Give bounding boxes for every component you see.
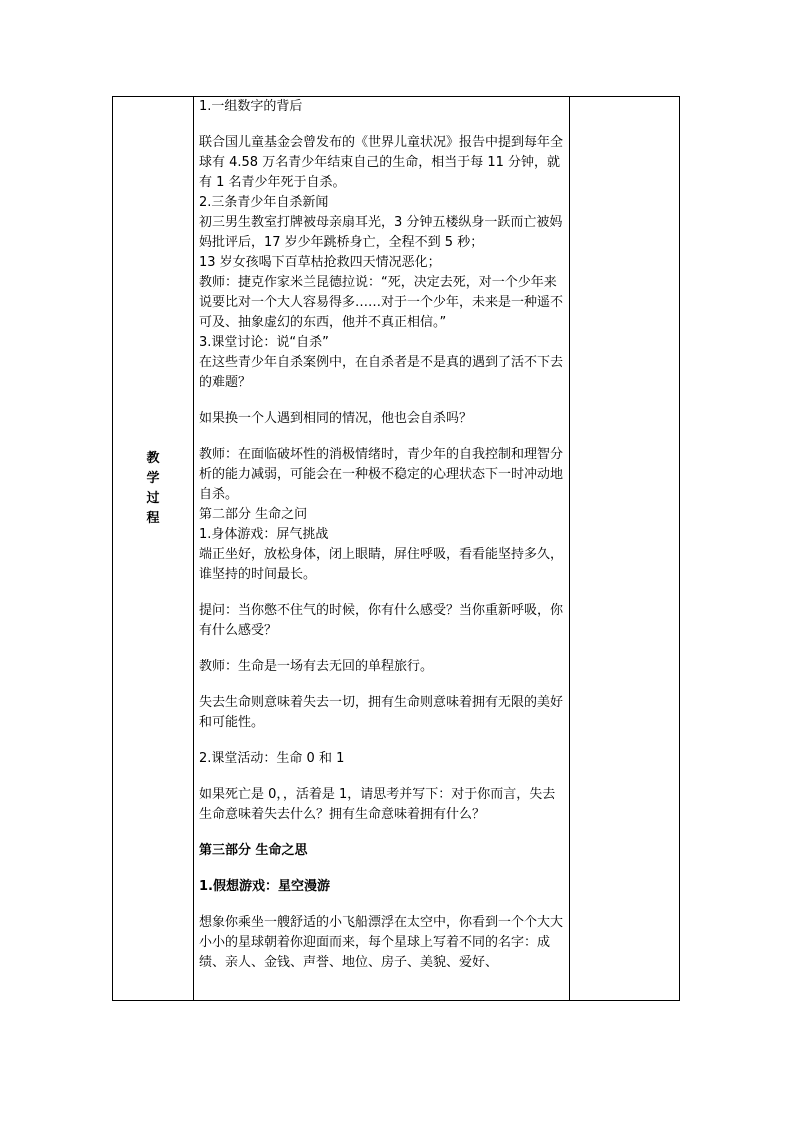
heading-breath-game: 1.身体游戏：屏气挑战 <box>199 527 329 542</box>
heading-part-three: 第三部分 生命之思 <box>199 843 308 858</box>
column-divider-right <box>569 97 570 1000</box>
heading-star-game: 1.假想游戏：星空漫游 <box>199 879 330 894</box>
heading-news: 2.三条青少年自杀新闻 <box>199 195 329 210</box>
paragraph-breath-question: 提问：当你憋不住气的时候，你有什么感受？当你重新呼吸，你有什么感受？ <box>199 603 563 638</box>
paragraph-teacher-life: 教师：生命是一场有去无回的单程旅行。 <box>199 659 434 674</box>
section-label-char: 程 <box>146 511 160 526</box>
paragraph-teacher-summary: 教师：在面临破坏性的消极情绪时，青少年的自我控制和理智分析的能力减弱，可能会在一种极不稳定的心理状态下一时冲动地自杀。 <box>199 447 563 502</box>
paragraph-question-1: 在这些青少年自杀案例中，在自杀者是不是真的遇到了活不下去的难题？ <box>199 355 563 390</box>
paragraph-unicef-report: 联合国儿童基金会曾发布的《世界儿童状况》报告中提到每年全球有 4.58 万名青少年结束自己的生命，相当于每 11 分钟，就有 1 名青少年死于自杀。 <box>199 135 563 190</box>
paragraph-lose-life: 失去生命则意味着失去一切，拥有生命则意味着拥有无限的美好和可能性。 <box>199 695 563 730</box>
heading-part-two: 第二部分 生命之问 <box>199 507 308 522</box>
section-label-char: 教 <box>146 451 160 466</box>
paragraph-news-2: 13 岁女孩喝下百草枯抢救四天情况恶化； <box>199 255 441 270</box>
lesson-content <box>199 97 563 1000</box>
paragraph-teacher-quote: 教师：捷克作家米兰昆德拉说：“死，决定去死，对一个少年来说要比对一个大人容易得多……对于一个少年，未来是一种遥不可及、抽象虚幻的东西，他并不真正相信。” <box>199 275 563 330</box>
section-label-char: 学 <box>146 471 160 486</box>
paragraph-question-2: 如果换一个人遇到相同的情况，他也会自杀吗？ <box>199 411 473 426</box>
paragraph-breath-instructions: 端正坐好，放松身体，闭上眼睛，屏住呼吸，看看能坚持多久，谁坚持的时间最长。 <box>199 547 563 582</box>
heading-numbers: 1.一组数字的背后 <box>199 99 303 114</box>
paragraph-zero-one-question: 如果死亡是 0，，活着是 1，请思考并写下：对于你而言，失去生命意味着失去什么？拥有生命意味着拥有什么？ <box>199 787 556 822</box>
paragraph-news-1: 初三男生教室打牌被母亲扇耳光，3 分钟五楼纵身一跃而亡被妈妈批评后，17 岁少年跳桥身亡，全程不到 5 秒； <box>199 215 563 250</box>
heading-life-zero-one: 2.课堂活动：生命 0 和 1 <box>199 751 345 766</box>
heading-discussion: 3.课堂讨论：说“自杀” <box>199 335 329 350</box>
section-label-teaching-process <box>113 449 193 529</box>
lesson-table <box>112 96 680 1001</box>
column-divider-left <box>193 97 194 1000</box>
paragraph-star-game: 想象你乘坐一艘舒适的小飞船漂浮在太空中，你看到一个个大大小小的星球朝着你迎面而来，每个星球上写着不同的名字：成绩、亲人、金钱、声誉、地位、房子、美貌、爱好、 <box>199 915 563 970</box>
section-label-char: 过 <box>146 491 160 506</box>
